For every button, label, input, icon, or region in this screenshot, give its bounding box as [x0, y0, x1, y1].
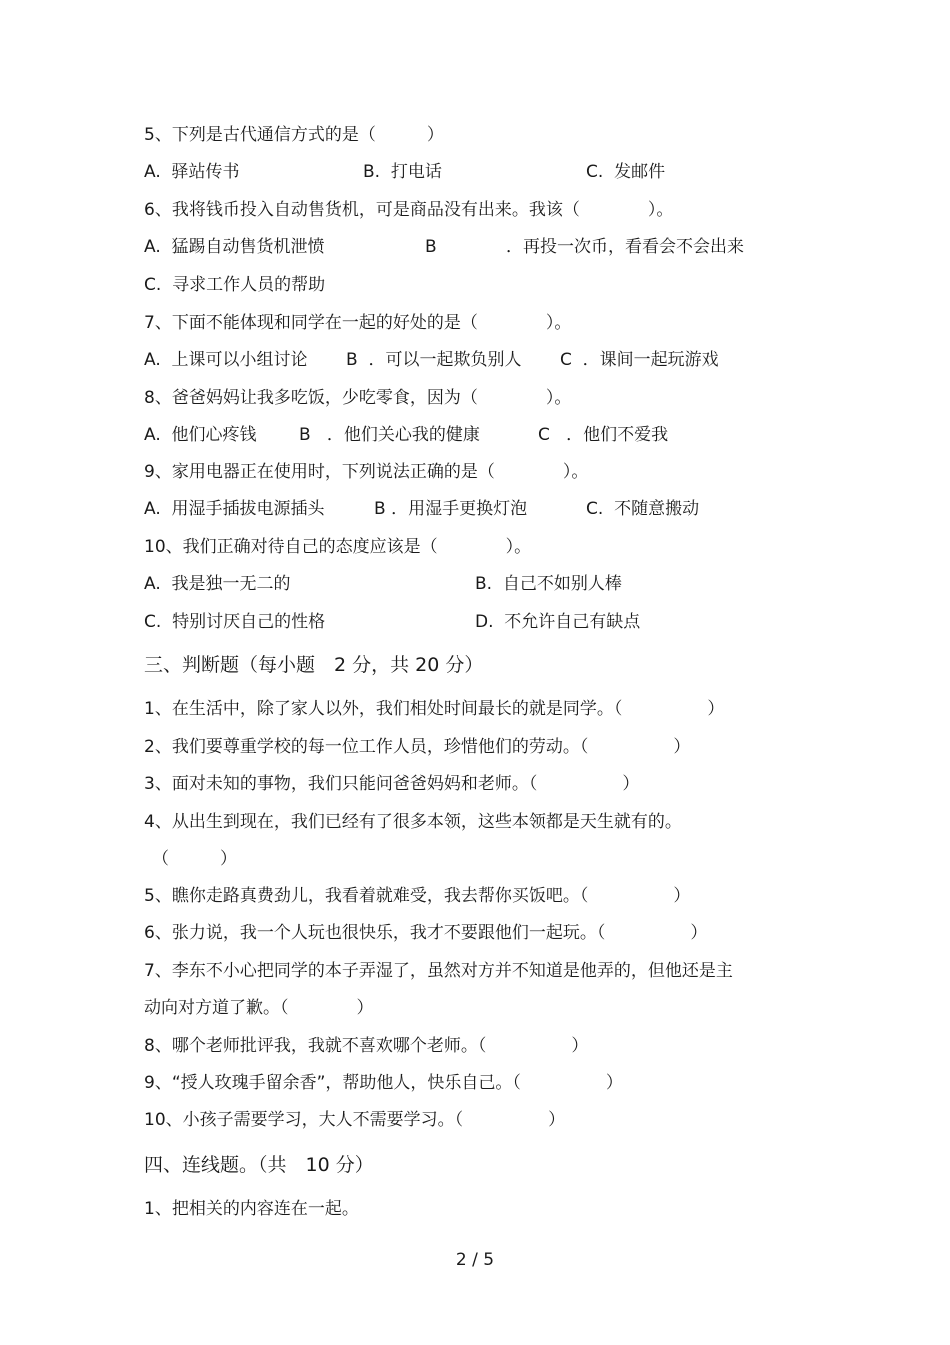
q7-option-c: C ．课间一起玩游戏	[560, 350, 719, 370]
question-9: 9、家用电器正在使用时，下列说法正确的是（ ）。	[144, 462, 589, 482]
q7-option-a: A. 上课可以小组讨论	[144, 350, 308, 370]
section-4-title: 四、连线题。（共 10 分）	[144, 1154, 374, 1176]
q8-option-a: A. 他们心疼钱	[144, 425, 257, 445]
judge-item-5: 5、瞧你走路真费劲儿，我看着就难受，我去帮你买饭吧。（ ）	[144, 886, 691, 906]
q6-option-a: A. 猛踢自动售货机泄愤	[144, 237, 325, 257]
judge-item-6: 6、张力说，我一个人玩也很快乐，我才不要跟他们一起玩。（ ）	[144, 923, 708, 943]
q9-option-a: A. 用湿手插拔电源插头	[144, 499, 325, 519]
question-7: 7、下面不能体现和同学在一起的好处的是（ ）。	[144, 313, 572, 333]
q10-option-d: D. 不允许自己有缺点	[475, 612, 641, 632]
question-10: 10、我们正确对待自己的态度应该是（ ）。	[144, 537, 532, 557]
q6-option-c: C. 寻求工作人员的帮助	[144, 275, 326, 295]
q10-option-a: A. 我是独一无二的	[144, 574, 291, 594]
judge-item-4: 4、从出生到现在，我们已经有了很多本领，这些本领都是天生就有的。	[144, 812, 682, 832]
judge-item-7: 7、李东不小心把同学的本子弄湿了，虽然对方并不知道是他弄的，但他还是主	[144, 961, 733, 981]
q10-option-c: C. 特别讨厌自己的性格	[144, 612, 326, 632]
judge-item-7-cont: 动向对方道了歉。（ ）	[144, 998, 374, 1018]
judge-item-8: 8、哪个老师批评我，我就不喜欢哪个老师。（ ）	[144, 1036, 589, 1056]
q9-option-c: C. 不随意搬动	[586, 499, 700, 519]
q5-option-a: A. 驿站传书	[144, 162, 240, 182]
judge-item-3: 3、面对未知的事物，我们只能问爸爸妈妈和老师。（ ）	[144, 774, 640, 794]
q6-option-b-letter: B	[425, 237, 437, 257]
judge-item-4-blank: （ ）	[152, 849, 237, 869]
page-number: 2 / 5	[455, 1250, 495, 1270]
section-3-title: 三、判断题（每小题 2 分，共 20 分）	[144, 654, 484, 676]
q8-option-c: C ．他们不爱我	[538, 425, 669, 445]
question-6: 6、我将钱币投入自动售货机，可是商品没有出来。我该（ ）。	[144, 200, 674, 220]
q5-option-c: C. 发邮件	[586, 162, 666, 182]
q8-option-b: B ．他们关心我的健康	[299, 425, 480, 445]
judge-item-10: 10、小孩子需要学习，大人不需要学习。（ ）	[144, 1110, 566, 1130]
question-5: 5、下列是古代通信方式的是（ ）	[144, 125, 444, 145]
q9-option-b: B ．用湿手更换灯泡	[374, 499, 528, 519]
question-8: 8、爸爸妈妈让我多吃饭，少吃零食，因为（ ）。	[144, 388, 572, 408]
judge-item-1: 1、在生活中，除了家人以外，我们相处时间最长的就是同学。（ ）	[144, 699, 725, 719]
match-item-1: 1、把相关的内容连在一起。	[144, 1199, 359, 1219]
q5-option-b: B. 打电话	[363, 162, 442, 182]
q10-option-b: B. 自己不如别人棒	[475, 574, 622, 594]
q7-option-b: B ．可以一起欺负别人	[346, 350, 522, 370]
judge-item-9: 9、“授人玫瑰手留余香”，帮助他人，快乐自己。（ ）	[144, 1073, 623, 1093]
judge-item-2: 2、我们要尊重学校的每一位工作人员，珍惜他们的劳动。（ ）	[144, 737, 691, 757]
q6-option-b-text: ．再投一次币，看看会不会出来	[506, 237, 744, 257]
